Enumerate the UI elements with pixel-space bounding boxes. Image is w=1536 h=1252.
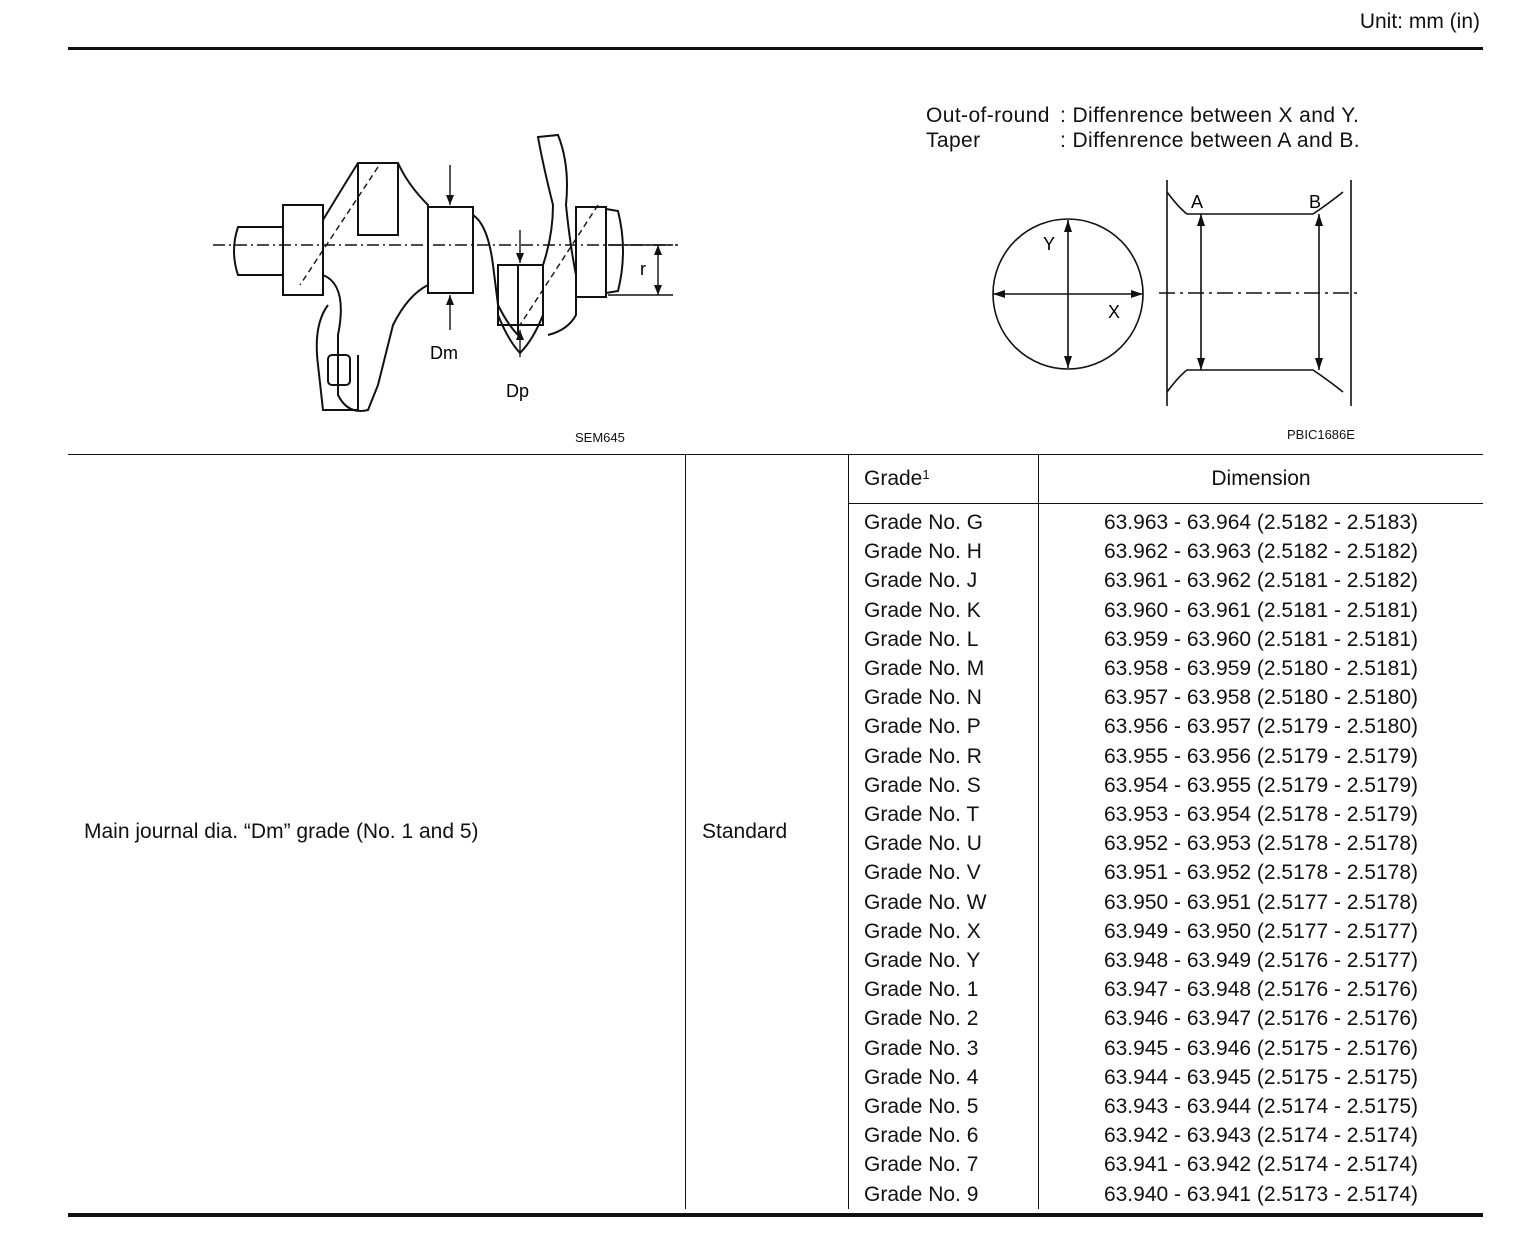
grade-cell: Grade No. L bbox=[849, 625, 1039, 654]
crank-dp-label: Dp bbox=[506, 381, 530, 401]
dimension-cell: 63.942 - 63.943 (2.5174 - 2.5174) bbox=[1103, 1124, 1419, 1148]
out-of-round-caption bbox=[926, 104, 1359, 128]
crank-r-label: r bbox=[640, 259, 646, 279]
taper-term: Taper bbox=[926, 129, 981, 152]
grade-cell: Grade No. 9 bbox=[849, 1180, 1039, 1209]
dimension-cell: 63.944 - 63.945 (2.5175 - 2.5175) bbox=[1103, 1065, 1419, 1089]
out-of-round-term: Out-of-round bbox=[926, 104, 1050, 127]
dimension-cell: 63.948 - 63.949 (2.5176 - 2.5177) bbox=[1103, 949, 1419, 973]
dimension-cell: 63.946 - 63.947 (2.5176 - 2.5176) bbox=[1103, 1007, 1419, 1031]
out-of-round-desc: : Diffenrence between X and Y. bbox=[1060, 104, 1360, 127]
dimension-cell: 63.955 - 63.956 (2.5179 - 2.5179) bbox=[1103, 744, 1419, 768]
grade-cell: Grade No. H bbox=[849, 537, 1039, 566]
grade-cell: Grade No. N bbox=[849, 683, 1039, 712]
grade-cell: Grade No. W bbox=[849, 888, 1039, 917]
round-y-label: Y bbox=[1043, 234, 1056, 254]
grade-cell: Grade No. K bbox=[849, 596, 1039, 625]
grade-cell: Grade No. T bbox=[849, 800, 1039, 829]
round-x-label: X bbox=[1108, 302, 1121, 322]
grade-cell: Grade No. X bbox=[849, 917, 1039, 946]
grade-cell: Grade No. U bbox=[849, 829, 1039, 858]
dimension-cell: 63.957 - 63.958 (2.5180 - 2.5180) bbox=[1103, 686, 1419, 710]
grade-cell: Grade No. S bbox=[849, 771, 1039, 800]
dimension-cell: 63.947 - 63.948 (2.5176 - 2.5176) bbox=[1103, 978, 1419, 1002]
dimension-cell: 63.950 - 63.951 (2.5177 - 2.5178) bbox=[1103, 890, 1419, 914]
grade-header-text: Grade bbox=[864, 467, 923, 490]
dimension-cell: 63.960 - 63.961 (2.5181 - 2.5181) bbox=[1103, 598, 1419, 622]
grade-cell: Grade No. R bbox=[849, 742, 1039, 771]
grade-cell: Grade No. 3 bbox=[849, 1034, 1039, 1063]
grade-cell: Grade No. Y bbox=[849, 946, 1039, 975]
table-header-row bbox=[68, 455, 1483, 504]
dimension-cell: 63.945 - 63.946 (2.5175 - 2.5176) bbox=[1103, 1036, 1419, 1060]
grade-cell: Grade No. V bbox=[849, 858, 1039, 887]
dimension-cell: 63.953 - 63.954 (2.5178 - 2.5179) bbox=[1103, 803, 1419, 827]
dimension-cell: 63.959 - 63.960 (2.5181 - 2.5181) bbox=[1103, 627, 1419, 651]
out-of-round-taper-illustration bbox=[983, 178, 1383, 418]
dimension-cell: 63.958 - 63.959 (2.5180 - 2.5181) bbox=[1103, 657, 1419, 681]
dimension-cell: 63.949 - 63.950 (2.5177 - 2.5177) bbox=[1103, 919, 1419, 943]
crankshaft-illustration bbox=[208, 125, 748, 445]
taper-desc: : Diffenrence between A and B. bbox=[1060, 129, 1360, 152]
taper-a-label: A bbox=[1191, 192, 1204, 212]
dimension-cell: 63.961 - 63.962 (2.5181 - 2.5182) bbox=[1103, 569, 1419, 593]
unit-label: Unit: mm (in) bbox=[1359, 10, 1480, 33]
taper-caption bbox=[926, 129, 1360, 153]
bottom-rule bbox=[68, 1213, 1483, 1217]
spec-table bbox=[68, 454, 1483, 1209]
crank-figure-code: SEM645 bbox=[575, 430, 625, 445]
dimension-cell: 63.962 - 63.963 (2.5182 - 2.5182) bbox=[1103, 540, 1419, 564]
dimension-cell: 63.943 - 63.944 (2.5174 - 2.5175) bbox=[1103, 1095, 1419, 1119]
grade-cell: Grade No. 1 bbox=[849, 975, 1039, 1004]
dimension-cell: 63.963 - 63.964 (2.5182 - 2.5183) bbox=[1103, 511, 1419, 534]
grade-cell: Grade No. 6 bbox=[849, 1121, 1039, 1150]
grade-cell: Grade No. 5 bbox=[849, 1092, 1039, 1121]
dimension-cell: 63.941 - 63.942 (2.5174 - 2.5174) bbox=[1103, 1153, 1419, 1177]
dimension-cell: 63.954 - 63.955 (2.5179 - 2.5179) bbox=[1103, 773, 1419, 797]
round-figure-code: PBIC1686E bbox=[1287, 427, 1355, 442]
item-cell: Main journal dia. “Dm” grade (No. 1 and 5) bbox=[68, 455, 686, 1209]
grade-cell: Grade No. G bbox=[849, 504, 1039, 538]
grade-cell: Grade No. 2 bbox=[849, 1004, 1039, 1033]
grade-cell: Grade No. M bbox=[849, 654, 1039, 683]
dimension-header: Dimension bbox=[1039, 455, 1484, 504]
grade-cell: Grade No. P bbox=[849, 712, 1039, 741]
grade-cell: Grade No. J bbox=[849, 566, 1039, 595]
dimension-cell: 63.956 - 63.957 (2.5179 - 2.5180) bbox=[1103, 715, 1419, 739]
crank-dm-label: Dm bbox=[430, 343, 458, 363]
figure-area bbox=[68, 50, 1483, 454]
taper-b-label: B bbox=[1309, 192, 1322, 212]
dimension-cell: 63.952 - 63.953 (2.5178 - 2.5178) bbox=[1103, 832, 1419, 856]
dimension-cell: 63.940 - 63.941 (2.5173 - 2.5174) bbox=[1103, 1182, 1419, 1206]
condition-cell: Standard bbox=[686, 455, 849, 1209]
grade-cell: Grade No. 4 bbox=[849, 1063, 1039, 1092]
grade-header bbox=[849, 455, 1039, 504]
grade-cell: Grade No. 7 bbox=[849, 1150, 1039, 1179]
dimension-cell: 63.951 - 63.952 (2.5178 - 2.5178) bbox=[1103, 861, 1419, 885]
grade-footnote: 1 bbox=[922, 467, 930, 482]
